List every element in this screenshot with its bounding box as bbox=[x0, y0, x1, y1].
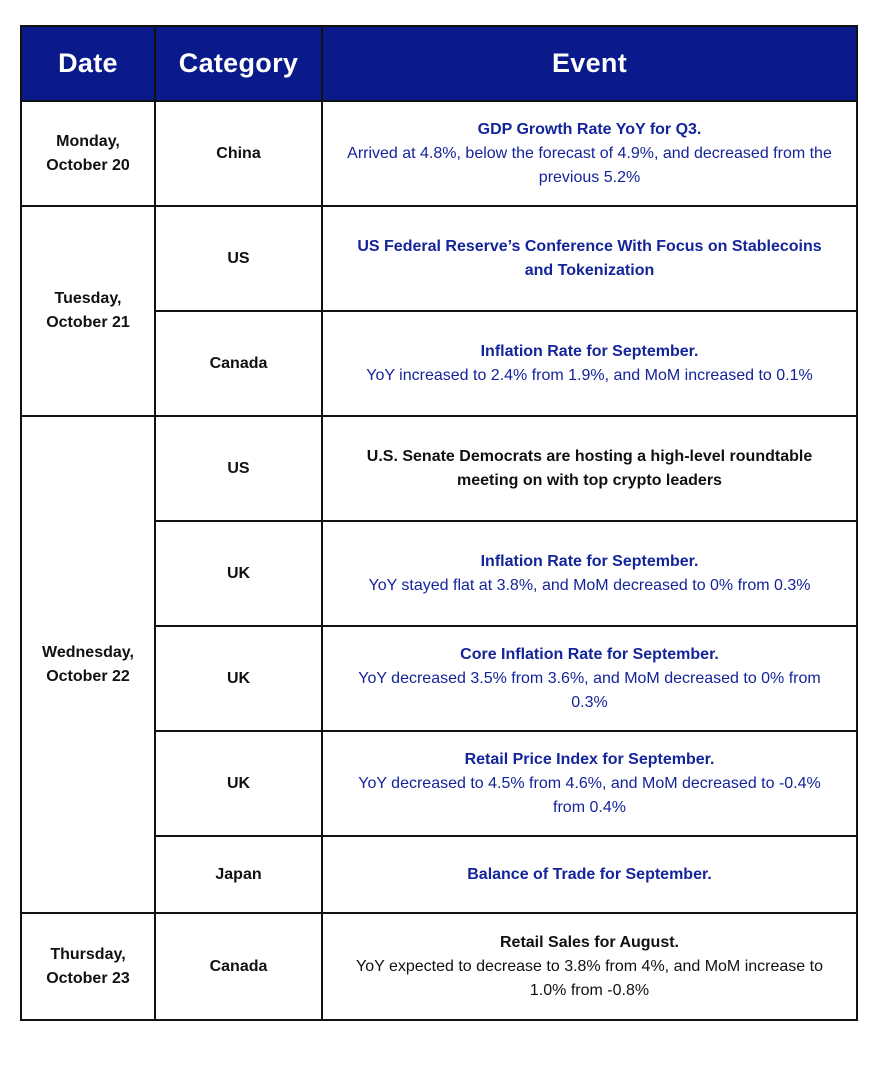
header-event: Event bbox=[322, 26, 857, 101]
header-date: Date bbox=[21, 26, 155, 101]
date-cell: Wednesday, October 22 bbox=[21, 416, 155, 913]
table-header-row bbox=[21, 26, 857, 101]
event-title: Inflation Rate for September. bbox=[480, 342, 699, 360]
event-cell bbox=[322, 101, 857, 206]
event-cell bbox=[322, 836, 857, 913]
table-row bbox=[21, 101, 857, 206]
event-title: Retail Price Index for September. bbox=[464, 750, 715, 768]
event-title: US Federal Reserve’s Conference With Focus on Stablecoins and Tokenization bbox=[357, 237, 822, 279]
event-title: Balance of Trade for September. bbox=[467, 865, 712, 883]
category-cell: US bbox=[155, 416, 322, 521]
category-cell: Japan bbox=[155, 836, 322, 913]
category-cell: Canada bbox=[155, 913, 322, 1020]
event-title: GDP Growth Rate YoY for Q3. bbox=[477, 120, 702, 138]
event-title: U.S. Senate Democrats are hosting a high-level roundtable meeting on with top crypto leaders bbox=[366, 447, 813, 489]
date-cell: Monday, October 20 bbox=[21, 101, 155, 206]
date-cell: Thursday, October 23 bbox=[21, 913, 155, 1020]
header-category: Category bbox=[155, 26, 322, 101]
table-row bbox=[21, 416, 857, 521]
event-cell bbox=[322, 913, 857, 1020]
table-row bbox=[21, 206, 857, 311]
event-title: Inflation Rate for September. bbox=[480, 552, 699, 570]
event-description: YoY increased to 2.4% from 1.9%, and MoM increased to 0.1% bbox=[366, 366, 813, 384]
event-description: YoY expected to decrease to 3.8% from 4%, and MoM increase to 1.0% from -0.8% bbox=[356, 957, 823, 999]
event-cell bbox=[322, 416, 857, 521]
category-cell: UK bbox=[155, 521, 322, 626]
category-cell: China bbox=[155, 101, 322, 206]
event-cell bbox=[322, 311, 857, 416]
economic-calendar-table bbox=[20, 25, 858, 1021]
category-cell: UK bbox=[155, 626, 322, 731]
event-cell bbox=[322, 731, 857, 836]
event-description: YoY decreased to 4.5% from 4.6%, and MoM decreased to -0.4% from 0.4% bbox=[358, 774, 821, 816]
event-cell bbox=[322, 626, 857, 731]
table-row bbox=[21, 913, 857, 1020]
category-cell: US bbox=[155, 206, 322, 311]
event-cell bbox=[322, 521, 857, 626]
event-title: Retail Sales for August. bbox=[500, 933, 679, 951]
event-title: Core Inflation Rate for September. bbox=[460, 645, 719, 663]
date-cell: Tuesday, October 21 bbox=[21, 206, 155, 416]
event-description: Arrived at 4.8%, below the forecast of 4.9%, and decreased from the previous 5.2% bbox=[347, 144, 832, 186]
category-cell: UK bbox=[155, 731, 322, 836]
event-description: YoY decreased 3.5% from 3.6%, and MoM decreased to 0% from 0.3% bbox=[358, 669, 821, 711]
category-cell: Canada bbox=[155, 311, 322, 416]
event-description: YoY stayed flat at 3.8%, and MoM decreased to 0% from 0.3% bbox=[368, 576, 811, 594]
event-cell bbox=[322, 206, 857, 311]
